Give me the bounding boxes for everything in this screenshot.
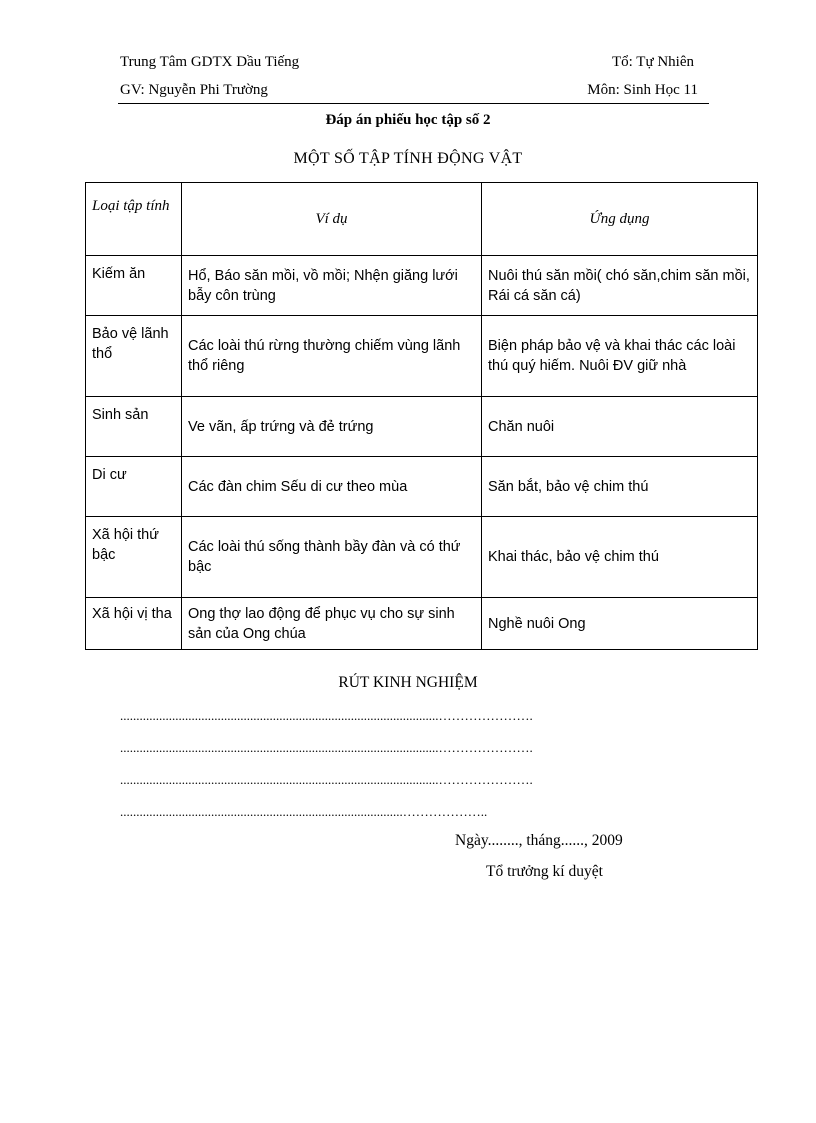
header-type: Loại tập tính (86, 183, 182, 256)
cell-application: Nuôi thú săn mồi( chó săn,chim săn mồi, Rái cá săn cá) (482, 256, 758, 316)
header-application: Ứng dụng (482, 183, 758, 256)
cell-example: Ong thợ lao động để phục vụ cho sự sinh sản của Ong chúa (182, 598, 482, 650)
cell-example: Hổ, Báo săn mồi, vồ mồi; Nhện giăng lưới bẫy côn trùng (182, 256, 482, 316)
cell-example: Các loài thú rừng thường chiếm vùng lãnh thổ riêng (182, 316, 482, 397)
table-title: MỘT SỐ TẬP TÍNH ĐỘNG VẬT (293, 150, 523, 167)
cell-type: Kiếm ăn (86, 256, 182, 316)
cell-type: Bảo vệ lãnh thổ (86, 316, 182, 397)
cell-type: Di cư (86, 457, 182, 517)
cell-example: Các đàn chim Sếu di cư theo mùa (182, 457, 482, 517)
cell-application: Chăn nuôi (482, 397, 758, 457)
cell-example: Ve vãn, ấp trứng và đẻ trứng (182, 397, 482, 457)
document-title: Đáp án phiếu học tập số 2 (325, 112, 491, 128)
cell-type: Xã hội thứ bậc (86, 517, 182, 598)
table-row (86, 517, 758, 598)
table-row (86, 457, 758, 517)
cell-application: Khai thác, bảo vệ chim thú (482, 517, 758, 598)
cell-application: Săn bắt, bảo vệ chim thú (482, 457, 758, 517)
table-row (86, 598, 758, 650)
experience-line: ..................................................................................................…………………. (120, 708, 533, 723)
table-row (86, 256, 758, 316)
table-header-row (86, 183, 758, 256)
table-row (86, 316, 758, 397)
approval-label: Tổ trưởng kí duyệt (486, 863, 603, 880)
department: Tổ: Tự Nhiên (611, 54, 694, 70)
cell-application: Biện pháp bảo vệ và khai thác các loài thú quý hiếm. Nuôi ĐV giữ nhà (482, 316, 758, 397)
experience-line: ..................................................................................................…………………. (120, 772, 533, 787)
header-example: Ví dụ (182, 183, 482, 256)
center-name: Trung Tâm GDTX Dầu Tiếng (120, 54, 300, 70)
experience-line: ..................................................................................................…………………. (120, 740, 533, 755)
cell-example: Các loài thú sống thành bầy đàn và có thứ bậc (182, 517, 482, 598)
cell-type: Sinh sản (86, 397, 182, 457)
experience-title: RÚT KINH NGHIỆM (338, 674, 478, 691)
cell-application: Nghề nuôi Ong (482, 598, 758, 650)
header-divider (118, 103, 709, 104)
teacher-name: GV: Nguyễn Phi Trường (120, 82, 268, 98)
behavior-table (85, 182, 758, 650)
date-line: Ngày........, tháng......, 2009 (455, 832, 623, 849)
experience-line: .......................................................................................……………….. (120, 804, 488, 819)
cell-type: Xã hội vị tha (86, 598, 182, 650)
table-row (86, 397, 758, 457)
subject: Môn: Sinh Học 11 (587, 82, 698, 98)
